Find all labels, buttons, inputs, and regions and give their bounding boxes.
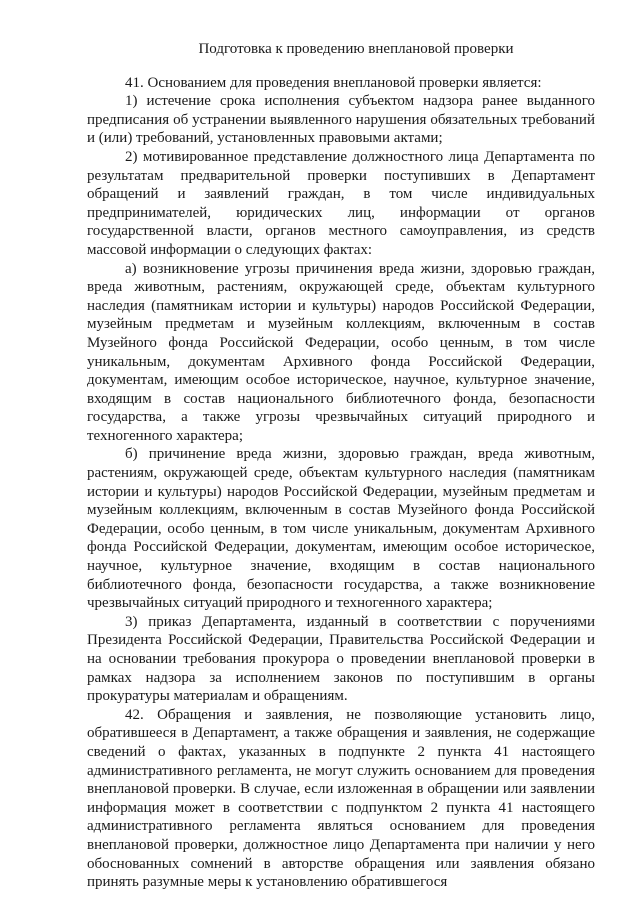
paragraph-41: 41. Основанием для проведения внеплановой проверки является: xyxy=(125,74,542,91)
paragraph-41-item-1: 1) истечение срока исполнения субъектом надзора ранее выданного предписания об устранении выявленного нарушения обязательных требований и (или) требований, установленных правовыми актами; xyxy=(87,93,595,147)
paragraph-41-item-2a: а) возникновение угрозы причинения вреда жизни, здоровью граждан, вреда животным, растениям, окружающей среде, объектам культурного наследия (памятникам истории и культуры) народов Российской Федерации, музейным предметам и музейным коллекциям, включенным в состав Музейного фонда Российской Федерации, особо ценным, в том числе уникальным, документам Архивного фонда Российской Федерации, документам, имеющим особое историческое, научное, культурное значение, входящим в состав национального библиотечного фонда, безопасности государства, а также угрозы чрезвычайных ситуаций природного и техногенного характера; xyxy=(87,260,595,444)
paragraph-42: 42. Обращения и заявления, не позволяющие установить лицо, обратившееся в Департамент, а также обращения и заявления, не содержащие сведений о фактах, указанных в подпункте 2 пункта 41 настоящего административного регламента, не могут служить основанием для проведения внеплановой проверки. В случае, если изложенная в обращении или заявлении информация может в соответствии с подпунктом 2 пункта 41 настоящего административного регламента являться основанием для проведения внеплановой проверки, должностное лицо Департамента при наличии у него обоснованных сомнений в авторстве обращения или заявления обязано принять разумные меры к установлению обратившегося xyxy=(87,706,595,891)
paragraph-41-item-2b: б) причинение вреда жизни, здоровью граждан, вреда животным, растениям, окружающей среде, объектам культурного наследия (памятникам истории и культуры) народов Российской Федерации, музейным предметам и музейным коллекциям, включенным в состав Музейного фонда Российской Федерации, особо ценным, в том числе уникальным, документам Архивного фонда Российской Федерации, документам, имеющим особое историческое, научное, культурное значение, входящим в состав национального библиотечного фонда, безопасности государства, а также возникновение чрезвычайных ситуаций природного и техногенного характера; xyxy=(87,446,595,612)
section-heading: Подготовка к проведению внеплановой проверки xyxy=(198,41,514,57)
paragraph-41-item-3: 3) приказ Департамента, изданный в соответствии с поручениями Президента Российской Федерации, Правительства Российской Федерации и на основании требования прокурора о проведении внеплановой проверки в рамках надзора за исполнением законов по поступившим в органы прокуратуры материалам и обращениям. xyxy=(87,613,595,705)
paragraph-41-item-2: 2) мотивированное представление должностного лица Департамента по результатам предварительной проверки поступивших в Департамент обращений и заявлений граждан, в том числе индивидуальных предпринимателей, юридических лиц, информации от органов государственной власти, органов местного самоуправления, из средств массовой информации о следующих фактах: xyxy=(87,148,595,258)
document-page xyxy=(87,40,595,892)
